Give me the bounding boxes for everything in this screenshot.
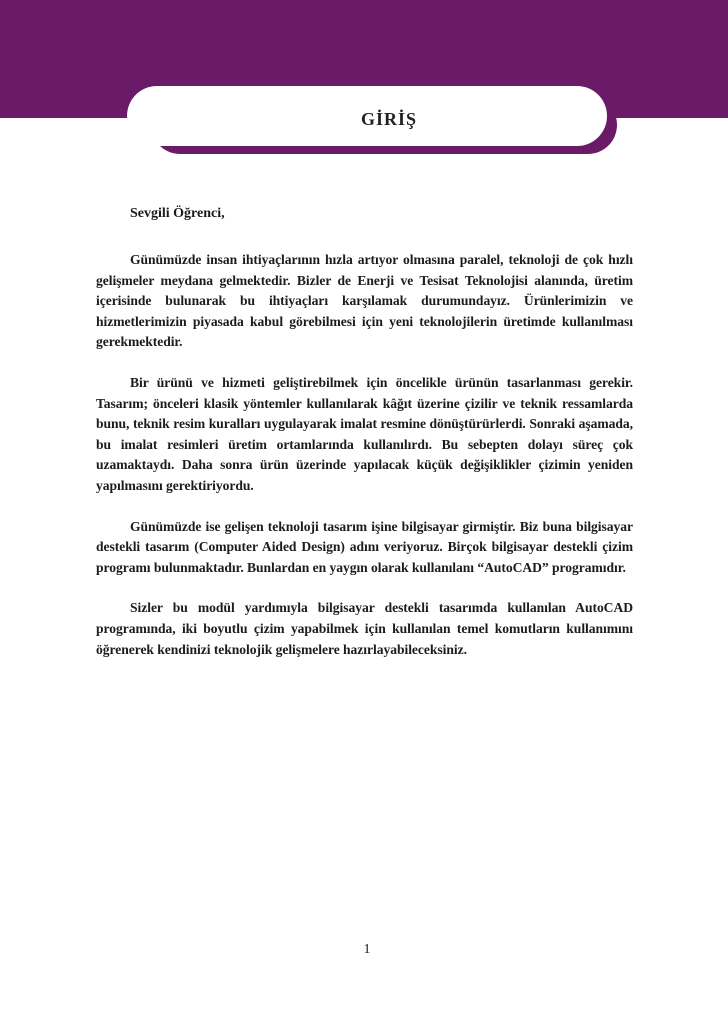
page-title: GİRİŞ	[360, 108, 418, 129]
title-box	[127, 86, 607, 146]
paragraph-3: Günümüzde ise gelişen teknoloji tasarım işine bilgisayar girmiştir. Biz buna bilgisayar destekli tasarım (Computer Aided Design) adını veriyoruz. Birçok bilgisayar destekli çizim programı bulunmaktadır. Bunlardan en yaygın olarak kullanılanı “AutoCAD” programıdır.	[96, 518, 633, 575]
paragraph-2: Bir ürünü ve hizmeti geliştirebilmek için öncelikle ürünün tasarlanması gerekir. Tasarım; önceleri klasik yöntemler kullanılarak kâğıt üzerine çizilir ve teknik ressamlarda bunu, teknik resim kuralları uygulayarak imalat resmine dönüştürürlerdi. Sonraki aşamada, bu imalat resimleri üretim ortamlarında kullanılırdı. Bu sebepten dolayı süreç çok uzamaktaydı. Daha sonra ürün üzerinde yapılacak küçük değişiklikler çizimin yeniden yapılmasını gerektiriyordu.	[96, 374, 633, 493]
page-number: 1	[363, 942, 371, 957]
body-text	[96, 250, 633, 680]
salutation: Sevgili Öğrenci,	[130, 206, 225, 221]
paragraph-1: Günümüzde insan ihtiyaçlarının hızla artıyor olmasına paralel, teknoloji de çok hızlı gelişmeler meydana gelmektedir. Bizler de Enerji ve Tesisat Teknolojisi alanında, üretim içerisinde bulunarak bu ihtiyaçları karşılamak durumundayız. Ürünlerimizin ve hizmetlerimizin piyasada kabul görebilmesi için yeni teknolojilerin üretimde kullanılması gerekmektedir.	[96, 252, 633, 350]
paragraph-4: Sizler bu modül yardımıyla bilgisayar destekli tasarımda kullanılan AutoCAD programında, iki boyutlu çizim yapabilmek için kullanılan temel komutların kullanımını öğrenerek kendinizi teknolojik gelişmelere hazırlayabileceksiniz.	[96, 600, 633, 657]
